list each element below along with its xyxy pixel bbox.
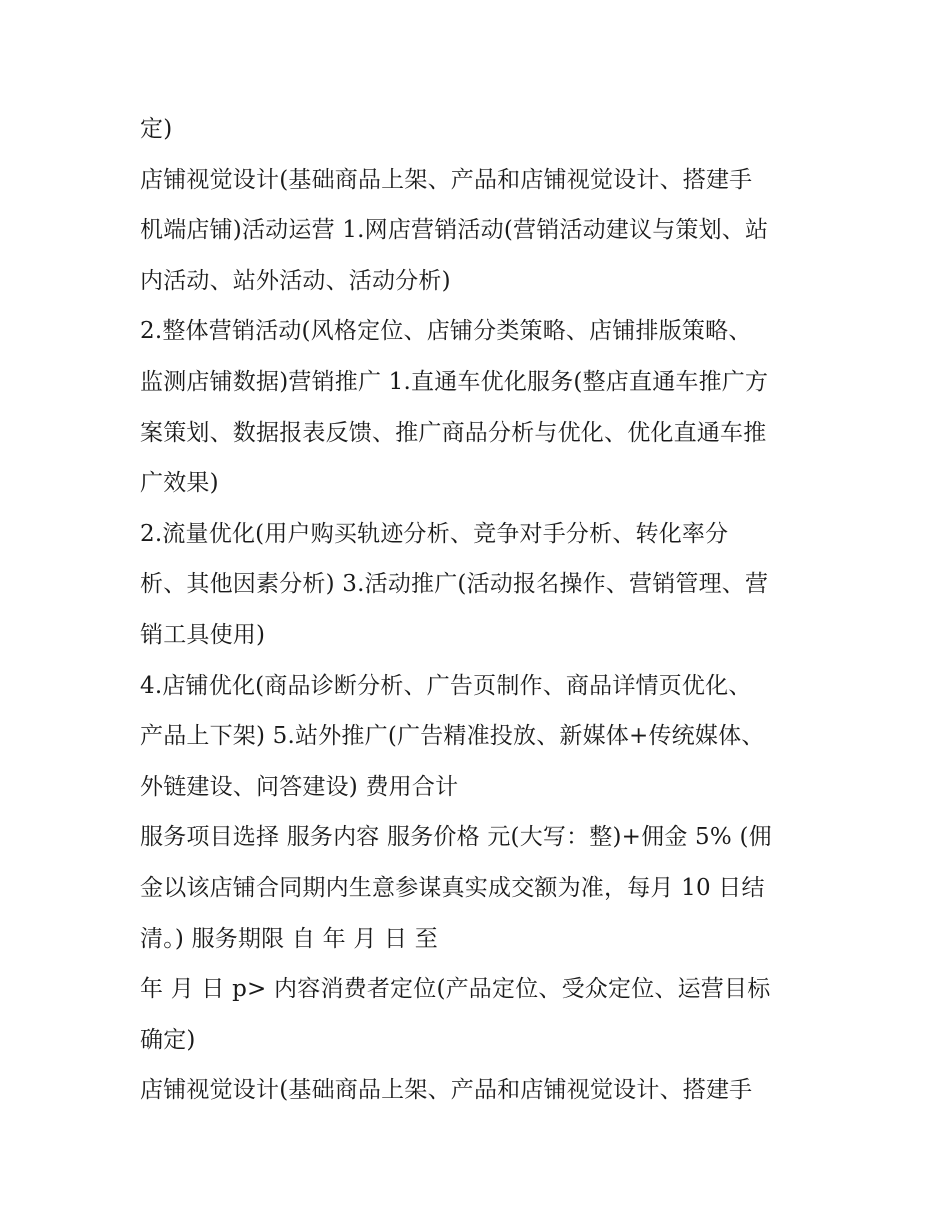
text-line: 产品上下架) 5.站外推广(广告精准投放、新媒体+传统媒体、 (140, 723, 765, 750)
text-line: 内活动、站外活动、活动分析) (140, 267, 451, 294)
text-line: 店铺视觉设计(基础商品上架、产品和店铺视觉设计、搭建手 (140, 1077, 753, 1104)
text-line: 案策划、数据报表反馈、推广商品分析与优化、优化直通车推 (140, 419, 767, 446)
text-line: 店铺视觉设计(基础商品上架、产品和店铺视觉设计、搭建手 (140, 166, 753, 193)
text-line: 2.整体营销活动(风格定位、店铺分类策略、店铺排版策略、 (140, 318, 752, 345)
text-line: 服务项目选择 服务内容 服务价格 元(大写：整)+佣金 5% (佣 (140, 824, 772, 851)
text-line: 外链建设、问答建设) 费用合计 (140, 773, 459, 800)
text-line: 广效果) (140, 470, 219, 497)
text-line: 析、其他因素分析) 3.活动推广(活动报名操作、营销管理、营 (140, 571, 769, 598)
text-line: 监测店铺数据)营销推广 1.直通车优化服务(整店直通车推广方 (140, 368, 769, 395)
text-line: 销工具使用) (140, 621, 266, 648)
text-line: 定) (140, 116, 173, 142)
text-line: 机端店铺)活动运营 1.网店营销活动(营销活动建议与策划、站 (140, 217, 769, 244)
text-line: 2.流量优化(用户购买轨迹分析、竞争对手分析、转化率分 (140, 520, 729, 547)
text-line: 年 月 日 p> 内容消费者定位(产品定位、受众定位、运营目标 (140, 976, 771, 1003)
text-line: 4.店铺优化(商品诊断分析、广告页制作、商品详情页优化、 (140, 672, 752, 699)
text-line: 金以该店铺合同期内生意参谋真实成交额为准，每月 10 日结 (140, 874, 765, 901)
document-body (140, 104, 820, 1116)
text-line: 清。) 服务期限 自 年 月 日 至 (140, 925, 438, 952)
text-line: 确定) (140, 1026, 196, 1053)
